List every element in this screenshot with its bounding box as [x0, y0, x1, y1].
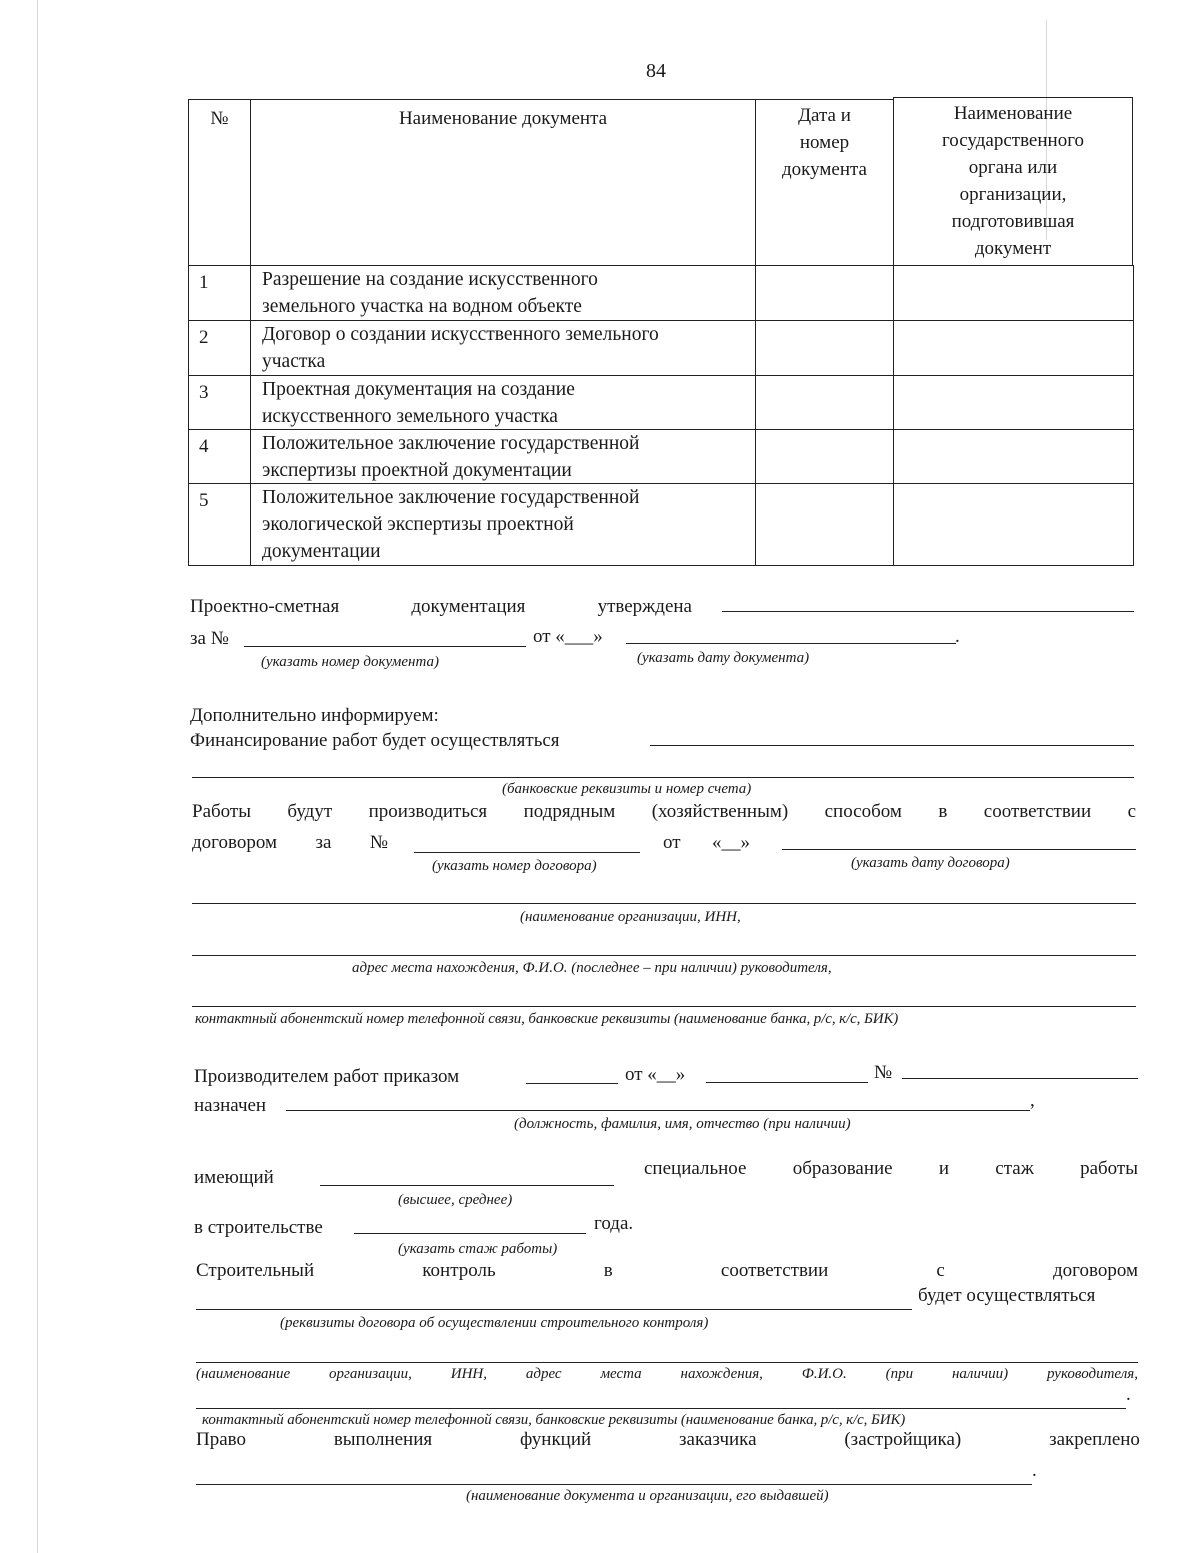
- works-word: в: [938, 801, 948, 822]
- row-line: Договор о создании искусственного земельного: [262, 324, 659, 345]
- works-caption-contact: контактный абонентский номер телефонной связи, банковские реквизиты (наименование банка, р/с, к/с, БИК): [195, 1011, 899, 1027]
- header-org-line: органа или: [968, 157, 1058, 178]
- producer-date-blank[interactable]: [706, 1082, 868, 1083]
- works-org-blank[interactable]: [192, 903, 1136, 904]
- row-line: земельного участка на водном объекте: [262, 296, 582, 317]
- edu-word: стаж: [995, 1158, 1034, 1179]
- customer-caption: (наименование документа и организации, его выдавшей): [466, 1488, 829, 1504]
- customer-word: выполнения: [333, 1429, 433, 1450]
- works-word: №: [369, 832, 388, 853]
- control-contact-blank[interactable]: [196, 1408, 1126, 1409]
- cap-word: руководителя,: [1046, 1366, 1138, 1382]
- table-col-divider: [755, 265, 756, 565]
- works-word: Работы: [192, 801, 251, 822]
- row-line: участка: [262, 351, 326, 372]
- edu-word: работы: [1080, 1158, 1138, 1179]
- producer-experience-blank[interactable]: [354, 1233, 586, 1234]
- control-dot: .: [1126, 1384, 1131, 1405]
- producer-years: года.: [594, 1213, 634, 1234]
- works-word: договором: [192, 832, 277, 853]
- header-date-line: Дата и: [798, 105, 851, 126]
- table-header-org: [893, 100, 1133, 262]
- customer-line: [196, 1429, 1140, 1451]
- control-will-be: будет осуществляться: [918, 1285, 1096, 1306]
- customer-dot: .: [1032, 1460, 1037, 1481]
- works-caption-number: (указать номер договора): [432, 858, 597, 874]
- psd-word: утверждена: [597, 596, 692, 617]
- table-header-name: Наименование документа: [398, 108, 608, 129]
- table-header-date: [755, 102, 894, 183]
- scan-edge-left: [37, 0, 38, 1553]
- psd-ot: от «___»: [533, 626, 603, 647]
- psd-dot: .: [955, 626, 960, 647]
- producer-education-blank[interactable]: [320, 1185, 614, 1186]
- works-word: производиться: [368, 801, 488, 822]
- producer-label: Производителем работ приказом: [194, 1066, 460, 1087]
- row-line: искусственного земельного участка: [262, 406, 558, 427]
- row-document-name: [262, 430, 639, 484]
- works-contract-date-blank[interactable]: [782, 849, 1136, 850]
- cap-word: Ф.И.О.: [801, 1366, 847, 1382]
- works-word: за: [315, 832, 332, 853]
- control-caption-org: [196, 1366, 1138, 1383]
- header-org-line: организации,: [959, 184, 1067, 205]
- control-org-blank[interactable]: [196, 1362, 1138, 1363]
- control-caption-contract: (реквизиты договора об осуществлении строительного контроля): [280, 1315, 709, 1331]
- header-date-line: номер: [799, 132, 850, 153]
- works-word: способом: [824, 801, 902, 822]
- row-line: Проектная документация на создание: [262, 379, 575, 400]
- financing-blank-2[interactable]: [192, 777, 1134, 778]
- cap-word: организации,: [328, 1366, 412, 1382]
- works-caption-date: (указать дату договора): [851, 855, 1010, 871]
- control-word: договором: [1052, 1260, 1138, 1281]
- cap-word: наличии): [951, 1366, 1009, 1382]
- cap-word: (наименование: [196, 1366, 291, 1382]
- table-col-divider: [893, 265, 894, 565]
- psd-approved-line: [190, 596, 692, 618]
- producer-having: имеющий: [194, 1167, 274, 1188]
- edu-word: и: [938, 1158, 950, 1179]
- row-number: 2: [199, 327, 209, 348]
- works-line-1: [192, 801, 1136, 823]
- customer-blank[interactable]: [196, 1484, 1032, 1485]
- customer-word: функций: [519, 1429, 592, 1450]
- producer-comma: ,: [1030, 1090, 1035, 1111]
- control-contract-blank[interactable]: [196, 1309, 912, 1310]
- row-line: документации: [262, 541, 381, 562]
- info-intro: Дополнительно информируем:: [190, 705, 439, 726]
- control-word: соответствии: [720, 1260, 829, 1281]
- financing-label: Финансирование работ будет осуществляться: [190, 730, 560, 751]
- customer-word: заказчика: [679, 1429, 757, 1450]
- customer-word: Право: [196, 1429, 246, 1450]
- table-col-divider: [250, 265, 251, 565]
- cap-word: адрес: [525, 1366, 562, 1382]
- edu-word: образование: [792, 1158, 893, 1179]
- financing-caption: (банковские реквизиты и номер счета): [502, 781, 752, 797]
- row-number: 5: [199, 490, 209, 511]
- psd-caption-date: (указать дату документа): [637, 650, 810, 666]
- producer-order-blank[interactable]: [526, 1083, 618, 1084]
- works-addr-blank[interactable]: [192, 955, 1136, 956]
- customer-word: закреплено: [1049, 1429, 1140, 1450]
- works-word: (хозяйственным): [651, 801, 789, 822]
- row-document-name: [262, 266, 598, 320]
- header-org-line: Наименование: [953, 103, 1073, 124]
- row-line: экспертизы проектной документации: [262, 460, 572, 481]
- header-date-line: документа: [782, 159, 867, 180]
- works-word: подрядным: [523, 801, 616, 822]
- works-line-2: [192, 832, 388, 854]
- row-number: 4: [199, 436, 209, 457]
- producer-education-words: [644, 1158, 1138, 1180]
- psd-za-no: за №: [190, 628, 229, 649]
- header-org-line: государственного: [941, 130, 1085, 151]
- producer-no: №: [874, 1062, 893, 1083]
- table-header-num: №: [210, 108, 229, 129]
- psd-date-blank[interactable]: [626, 643, 956, 644]
- psd-approved-blank[interactable]: [722, 611, 1134, 612]
- works-caption-org: (наименование организации, ИНН,: [520, 909, 741, 925]
- producer-number-blank[interactable]: [902, 1078, 1138, 1079]
- producer-person-blank[interactable]: [286, 1110, 1030, 1111]
- edu-word: специальное: [644, 1158, 747, 1179]
- producer-ot: от «__»: [625, 1064, 686, 1085]
- header-org-line: документ: [974, 238, 1052, 259]
- control-caption-contact: контактный абонентский номер телефонной связи, банковские реквизиты (наименование банка, р/с, к/с, БИК): [202, 1412, 906, 1428]
- works-word: будут: [287, 801, 333, 822]
- psd-number-blank[interactable]: [244, 646, 526, 647]
- producer-caption-experience: (указать стаж работы): [398, 1241, 558, 1257]
- control-word: Строительный: [196, 1260, 315, 1281]
- works-word: соответствии: [983, 801, 1092, 822]
- producer-caption-person: (должность, фамилия, имя, отчество (при наличии): [514, 1116, 851, 1132]
- header-org-line: подготовившая: [951, 211, 1075, 232]
- producer-caption-education: (высшее, среднее): [398, 1192, 513, 1208]
- producer-construction: в строительстве: [194, 1217, 323, 1238]
- cap-word: нахождения,: [680, 1366, 763, 1382]
- customer-word: (застройщика): [844, 1429, 962, 1450]
- works-contract-number-blank[interactable]: [414, 852, 640, 853]
- works-contact-blank[interactable]: [192, 1006, 1136, 1007]
- row-line: Разрешение на создание искусственного: [262, 269, 598, 290]
- works-ot: от: [663, 832, 681, 853]
- row-line: Положительное заключение государственной: [262, 433, 640, 454]
- cap-word: (при: [885, 1366, 914, 1382]
- row-document-name: [262, 376, 575, 430]
- control-word: контроль: [422, 1260, 496, 1281]
- row-line: экологической экспертизы проектной: [262, 514, 574, 535]
- financing-blank[interactable]: [650, 745, 1134, 746]
- row-number: 3: [199, 382, 209, 403]
- row-line: Положительное заключение государственной: [262, 487, 640, 508]
- control-word: с: [936, 1260, 945, 1281]
- cap-word: ИНН,: [450, 1366, 487, 1382]
- psd-caption-number: (указать номер документа): [261, 654, 439, 670]
- control-word: в: [603, 1260, 613, 1281]
- cap-word: места: [600, 1366, 642, 1382]
- works-caption-address: адрес места нахождения, Ф.И.О. (последнее – при наличии) руководителя,: [352, 960, 832, 976]
- control-line-1: [196, 1260, 1138, 1282]
- row-document-name: [262, 321, 659, 375]
- works-word: с: [1127, 801, 1136, 822]
- psd-word: Проектно-сметная: [190, 596, 340, 617]
- row-number: 1: [199, 272, 209, 293]
- psd-word: документация: [411, 596, 526, 617]
- page-number: 84: [646, 60, 666, 82]
- row-document-name: [262, 484, 639, 565]
- producer-assigned: назначен: [194, 1095, 267, 1116]
- works-quotes: «__»: [712, 832, 750, 853]
